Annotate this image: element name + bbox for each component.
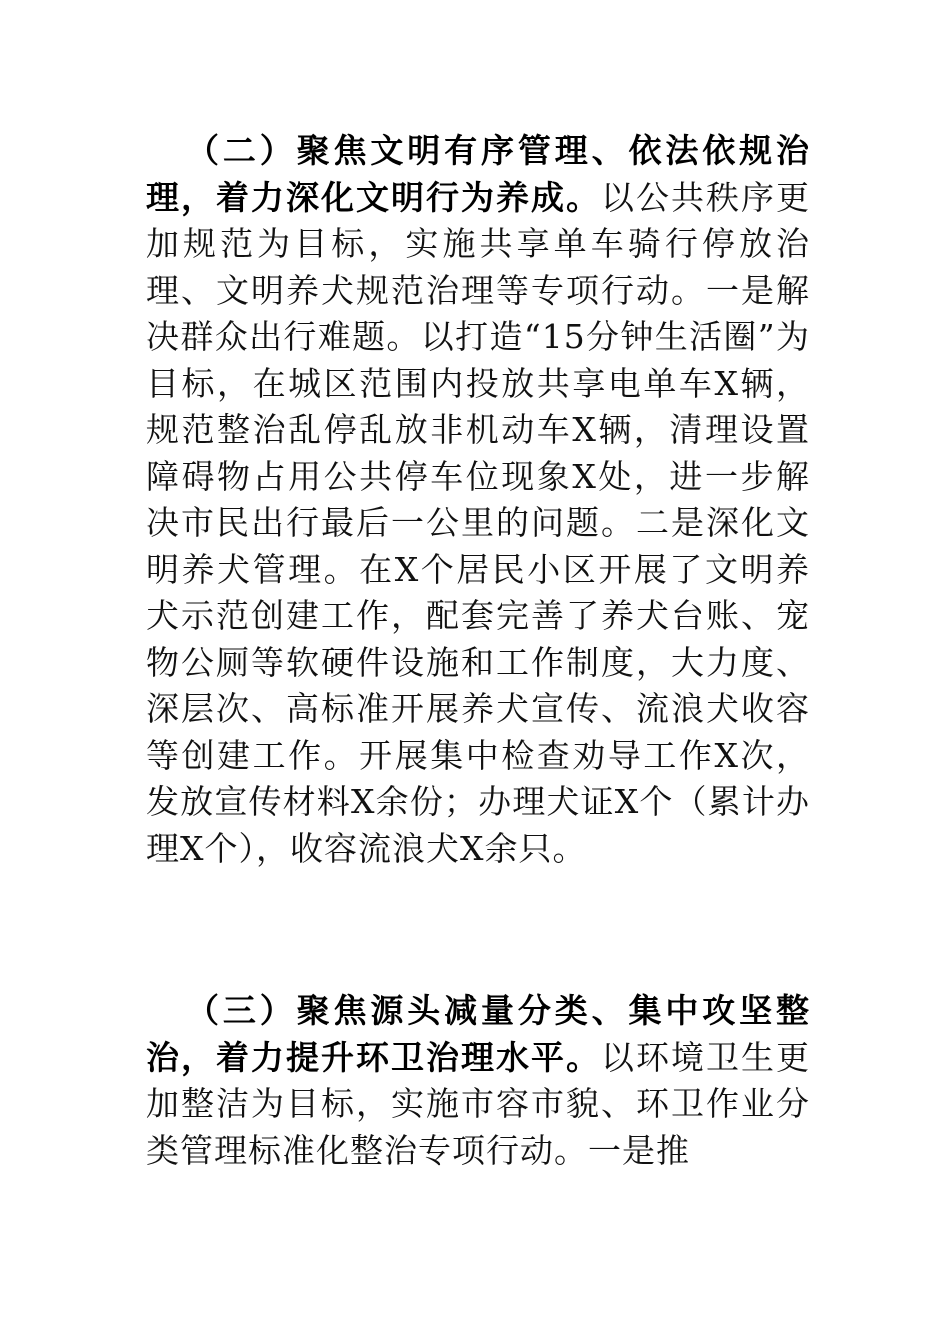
section-heading-3: （三）聚焦源头减量分类、集中攻坚整治，着力提升环卫治理水平。 [146,991,810,1077]
paragraph-sanitation [146,988,810,1174]
section-heading-2: （二）聚焦文明有序管理、依法依规治理，着力深化文明行为养成。 [146,131,810,217]
paragraph-body-3: 以环境卫生更加整洁为目标，实施市容市貌、环卫作业分类管理标准化整治专项行动。一是推 [146,1037,810,1170]
paragraph-body-2: 以公共秩序更加规范为目标，实施共享单车骑行停放治理、文明养犬规范治理等专项行动。一是解决群众出行难题。以打造“15分钟生活圈”为目标，在城区范围内投放共享电单车X辆，规范整治乱停乱放非机动车X辆，清理设置障碍物占用公共停车位现象X处，进一步解决市民出行最后一公里的问题。二是深化文明养犬管理。在X个居民小区开展了文明养犬示范创建工作，配套完善了养犬台账、宠物公厕等软硬件设施和工作制度，大力度、深层次、高标准开展养犬宣传、流浪犬收容等创建工作。开展集中检查劝导工作X次，发放宣传材料X余份；办理犬证X个（累计办理X个），收容流浪犬X余只。 [146,177,810,868]
paragraph-civilized-order [146,128,810,872]
